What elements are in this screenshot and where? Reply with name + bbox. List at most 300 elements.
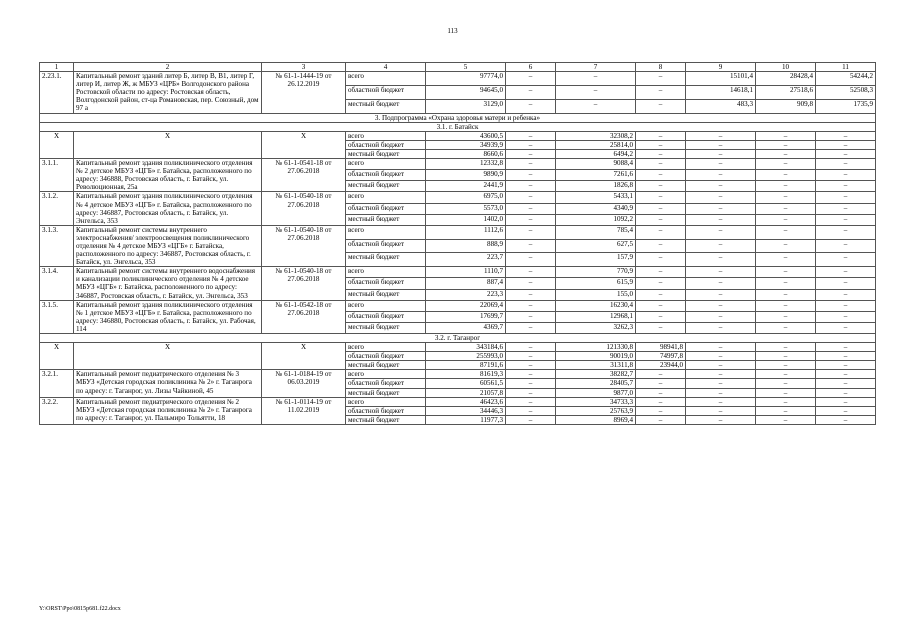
budget-source-label: областной бюджет [346,239,426,253]
budget-source-label: местный бюджет [346,214,426,225]
amount-cell: – [506,311,556,322]
amount-cell: 98941,8 [636,343,686,352]
item-number: 3.1.1. [40,159,74,192]
amount-cell: – [756,415,816,424]
amount-cell: – [636,415,686,424]
amount-cell: 12968,1 [556,311,636,322]
amount-cell: 1092,2 [556,214,636,225]
amount-cell: – [636,72,686,86]
budget-source-label: областной бюджет [346,311,426,322]
amount-cell: – [756,267,816,278]
section-row [40,122,876,131]
budget-source-label: всего [346,225,426,239]
section-title: 3.1. г. Батайск [40,122,876,131]
amount-cell: – [756,149,816,158]
budget-source-label: всего [346,131,426,140]
amount-cell: – [756,300,816,311]
amount-cell: 34446,3 [426,406,506,415]
amount-cell: – [636,253,686,267]
amount-cell: – [636,170,686,181]
amount-cell: – [636,311,686,322]
amount-cell: 16230,4 [556,300,636,311]
amount-cell: 27518,6 [756,85,816,99]
amount-cell: – [686,140,756,149]
item-number: 3.2.2. [40,397,74,424]
amount-cell: 343184,6 [426,343,506,352]
amount-cell: – [686,311,756,322]
amount-cell: – [506,149,556,158]
item-document: № 61-1-0542-18 от 27.06.2018 [262,300,346,333]
amount-cell: 255993,0 [426,352,506,361]
amount-cell: 21057,8 [426,388,506,397]
amount-cell: – [686,397,756,406]
amount-cell: – [816,149,876,158]
item-row [40,225,876,239]
amount-cell: – [686,388,756,397]
amount-cell: – [686,352,756,361]
amount-cell: 1112,6 [426,225,506,239]
section-title: 3.2. г. Таганрог [40,334,876,343]
amount-cell: – [636,397,686,406]
item-number: 3.1.3. [40,225,74,266]
amount-cell: – [816,192,876,203]
amount-cell: – [816,140,876,149]
amount-cell: – [686,361,756,370]
amount-cell: – [756,159,816,170]
amount-cell: – [506,72,556,86]
amount-cell: – [506,289,556,300]
file-path-footer: Y:\ORST\Ppo\0815p681.f22.docx [39,606,121,612]
header-row [40,63,876,72]
amount-cell: – [686,239,756,253]
amount-cell: – [506,99,556,113]
budget-source-label: областной бюджет [346,379,426,388]
item-document: № 61-1-0541-18 от 27.06.2018 [262,159,346,192]
amount-cell: – [636,214,686,225]
amount-cell: – [506,415,556,424]
amount-cell: 6975,0 [426,192,506,203]
amount-cell: – [816,379,876,388]
amount-cell: – [506,203,556,214]
item-name: Капитальный ремонт здания поликлинического отделения № 2 детское МБУЗ «ЦГБ» г. Батайска, расположенного по адресу: 346888, Ростовская область, г. Батайск, ул. Революционная, 25а [74,159,262,192]
item-number: 3.1.5. [40,300,74,333]
amount-cell: 4369,7 [426,322,506,333]
amount-cell: 23944,0 [636,361,686,370]
amount-cell: – [686,253,756,267]
amount-cell: – [506,170,556,181]
amount-cell: – [506,140,556,149]
amount-cell: – [506,131,556,140]
budget-source-label: местный бюджет [346,99,426,113]
amount-cell: – [686,406,756,415]
amount-cell: 11977,3 [426,415,506,424]
amount-cell: 74997,8 [636,352,686,361]
amount-cell: – [636,149,686,158]
amount-cell: 627,5 [556,239,636,253]
section-row [40,113,876,122]
column-number-cell: 2 [74,63,262,72]
amount-cell: 22069,4 [426,300,506,311]
amount-cell: – [686,379,756,388]
amount-cell: – [506,225,556,239]
amount-cell: 223,3 [426,289,506,300]
budget-source-label: местный бюджет [346,322,426,333]
column-number-cell: 4 [346,63,426,72]
amount-cell: 1402,0 [426,214,506,225]
column-number-cell: 3 [262,63,346,72]
amount-cell: – [816,406,876,415]
section-title: 3. Подпрограмма «Охрана здоровья матери и ребенка» [40,113,876,122]
amount-cell: – [506,379,556,388]
amount-cell: – [756,370,816,379]
amount-cell: – [506,159,556,170]
amount-cell: – [686,149,756,158]
amount-cell: – [636,85,686,99]
amount-cell: – [816,181,876,192]
amount-cell: – [686,225,756,239]
total-marker-cell: Х [40,343,74,370]
amount-cell: – [506,181,556,192]
amount-cell: 483,3 [686,99,756,113]
page-number: 113 [447,27,458,35]
amount-cell: – [636,379,686,388]
budget-source-label: всего [346,370,426,379]
item-row [40,159,876,170]
amount-cell: 6494,2 [556,149,636,158]
amount-cell: 888,9 [426,239,506,253]
column-number-cell: 11 [816,63,876,72]
amount-cell: – [816,267,876,278]
amount-cell: – [556,72,636,86]
amount-cell: 1826,8 [556,181,636,192]
amount-cell: – [756,322,816,333]
column-number-cell: 5 [426,63,506,72]
amount-cell: 25814,0 [556,140,636,149]
amount-cell: – [816,239,876,253]
amount-cell: – [816,289,876,300]
amount-cell: – [636,370,686,379]
amount-cell: 12332,8 [426,159,506,170]
budget-source-label: местный бюджет [346,253,426,267]
item-document: № 61-1-1444-19 от 26.12.2019 [262,72,346,113]
item-name: Капитальный ремонт системы внутреннего электроснабжения/ электроосвещения поликлинического отделения № 4 детское МБУЗ «ЦГБ» г. Батайска, расположенного по адресу: 346887, Ростовская область, г. Батайск, ул. Энгельса, 353 [74,225,262,266]
amount-cell: – [636,192,686,203]
amount-cell: – [686,214,756,225]
amount-cell: 32308,2 [556,131,636,140]
amount-cell: – [506,397,556,406]
item-document: № 61-1-0540-18 от 27.06.2018 [262,192,346,225]
item-row [40,397,876,406]
amount-cell: – [636,267,686,278]
item-name: Капитальный ремонт здания поликлинического отделения № 1 детское МБУЗ «ЦГБ» г. Батайска, расположенного по адресу: 346880, Ростовская область, г. Батайск, ул. Рабочая, 114 [74,300,262,333]
amount-cell: 28428,4 [756,72,816,86]
amount-cell: – [816,300,876,311]
amount-cell: – [816,214,876,225]
budget-source-label: областной бюджет [346,203,426,214]
amount-cell: – [636,300,686,311]
amount-cell: – [756,311,816,322]
item-number: 3.1.4. [40,267,74,300]
amount-cell: 34939,9 [426,140,506,149]
amount-cell: – [756,352,816,361]
amount-cell: – [686,300,756,311]
amount-cell: – [816,278,876,289]
budget-source-label: местный бюджет [346,289,426,300]
amount-cell: – [506,267,556,278]
amount-cell: – [756,289,816,300]
budget-source-label: всего [346,397,426,406]
amount-cell: – [756,388,816,397]
amount-cell: 155,0 [556,289,636,300]
amount-cell: 60561,5 [426,379,506,388]
amount-cell: – [816,131,876,140]
amount-cell: – [686,192,756,203]
amount-cell: 9088,4 [556,159,636,170]
amount-cell: – [506,352,556,361]
item-number: 3.1.2. [40,192,74,225]
amount-cell: 94645,0 [426,85,506,99]
amount-cell: – [506,239,556,253]
column-number-cell: 8 [636,63,686,72]
amount-cell: 770,9 [556,267,636,278]
amount-cell: – [636,278,686,289]
amount-cell: – [756,140,816,149]
budget-source-label: местный бюджет [346,149,426,158]
total-marker-cell: Х [262,343,346,370]
amount-cell: 4340,9 [556,203,636,214]
amount-cell: – [756,361,816,370]
amount-cell: – [756,192,816,203]
amount-cell: – [506,406,556,415]
budget-source-label: всего [346,159,426,170]
amount-cell: – [506,361,556,370]
budget-source-label: местный бюджет [346,388,426,397]
item-document: № 61-1-0114-19 от 11.02.2019 [262,397,346,424]
amount-cell: 52508,3 [816,85,876,99]
total-row [40,343,876,352]
amount-cell: 1735,9 [816,99,876,113]
amount-cell: – [636,225,686,239]
amount-cell: – [636,388,686,397]
budget-source-label: всего [346,300,426,311]
amount-cell: 43600,5 [426,131,506,140]
amount-cell: – [756,181,816,192]
amount-cell: 81619,3 [426,370,506,379]
amount-cell: – [756,131,816,140]
amount-cell: – [686,131,756,140]
amount-cell: – [636,239,686,253]
amount-cell: – [816,253,876,267]
item-number: 2.23.1. [40,72,74,113]
amount-cell: – [816,170,876,181]
item-row [40,300,876,311]
amount-cell: 28405,7 [556,379,636,388]
column-number-cell: 7 [556,63,636,72]
amount-cell: – [506,300,556,311]
amount-cell: – [636,322,686,333]
amount-cell: – [686,415,756,424]
column-number-cell: 9 [686,63,756,72]
amount-cell: 785,4 [556,225,636,239]
item-row [40,192,876,203]
amount-cell: 34733,3 [556,397,636,406]
amount-cell: – [686,170,756,181]
amount-cell: – [686,289,756,300]
amount-cell: – [816,159,876,170]
amount-cell: – [686,322,756,333]
amount-cell: – [636,99,686,113]
amount-cell: – [816,388,876,397]
amount-cell: 8660,6 [426,149,506,158]
amount-cell: – [686,159,756,170]
amount-cell: – [816,343,876,352]
amount-cell: – [756,397,816,406]
total-row [40,131,876,140]
amount-cell: – [636,406,686,415]
amount-cell: – [686,203,756,214]
amount-cell: 223,7 [426,253,506,267]
amount-cell: – [686,267,756,278]
amount-cell: 25763,9 [556,406,636,415]
amount-cell: 9877,0 [556,388,636,397]
amount-cell: – [686,278,756,289]
amount-cell: – [756,225,816,239]
amount-cell: – [556,85,636,99]
item-name: Капитальный ремонт зданий литер Б, литер В, В1, литер Г, литер И, литер Ж, ж МБУЗ «ЦРБ» Волгодонского района Ростовской области по адресу: Ростовская область, Волгодонской район, ст-ца Романовская, пер. Союзный, дом 97 а [74,72,262,113]
amount-cell: 5433,1 [556,192,636,203]
amount-cell: – [636,140,686,149]
total-marker-cell: Х [74,343,262,370]
budget-source-label: областной бюджет [346,85,426,99]
amount-cell: – [636,131,686,140]
amount-cell: – [506,278,556,289]
amount-cell: – [756,343,816,352]
amount-cell: – [506,214,556,225]
column-number-cell: 1 [40,63,74,72]
amount-cell: – [816,311,876,322]
amount-cell: – [816,397,876,406]
amount-cell: – [506,370,556,379]
amount-cell: – [636,203,686,214]
amount-cell: – [506,192,556,203]
amount-cell: – [636,289,686,300]
item-name: Капитальный ремонт системы внутреннего водоснабжения и канализации поликлинического отделения № 4 детское МБУЗ «ЦГБ» г. Батайска, расположенного по адресу: 346887, Ростовская область, г. Батайск, ул. Энгельса, 353 [74,267,262,300]
item-row [40,267,876,278]
total-marker-cell: Х [262,131,346,158]
amount-cell: 909,8 [756,99,816,113]
amount-cell: 615,9 [556,278,636,289]
item-row [40,370,876,379]
amount-cell: – [506,253,556,267]
budget-source-label: всего [346,192,426,203]
total-marker-cell: Х [74,131,262,158]
item-row [40,72,876,86]
amount-cell: – [556,99,636,113]
budget-source-label: областной бюджет [346,352,426,361]
amount-cell: – [636,159,686,170]
amount-cell: 38282,7 [556,370,636,379]
budget-source-label: областной бюджет [346,140,426,149]
amount-cell: – [756,214,816,225]
total-marker-cell: Х [40,131,74,158]
amount-cell: 15101,4 [686,72,756,86]
amount-cell: – [756,239,816,253]
budget-source-label: всего [346,267,426,278]
amount-cell: 7261,6 [556,170,636,181]
amount-cell: 17699,7 [426,311,506,322]
amount-cell: – [506,322,556,333]
amount-cell: – [756,170,816,181]
item-name: Капитальный ремонт здания поликлинического отделения № 4 детское МБУЗ «ЦГБ» г. Батайска, расположенного по адресу: 346887, Ростовская область, г. Батайск, ул. Энгельса, 353 [74,192,262,225]
item-document: № 61-1-0540-18 от 27.06.2018 [262,225,346,266]
column-number-cell: 6 [506,63,556,72]
amount-cell: 2441,9 [426,181,506,192]
amount-cell: – [506,85,556,99]
amount-cell: – [816,370,876,379]
amount-cell: 121330,8 [556,343,636,352]
amount-cell: – [756,253,816,267]
amount-cell: 54244,2 [816,72,876,86]
amount-cell: – [816,361,876,370]
budget-source-label: всего [346,343,426,352]
amount-cell: 97774,0 [426,72,506,86]
amount-cell: – [756,379,816,388]
amount-cell: – [816,352,876,361]
amount-cell: 8969,4 [556,415,636,424]
budget-source-label: местный бюджет [346,361,426,370]
amount-cell: 87191,6 [426,361,506,370]
item-name: Капитальный ремонт педиатрического отделения № 3 МБУЗ «Детская городская поликлиника № 2» г. Таганрога по адресу: г. Таганрог, ул. Лизы Чайкиной, 45 [74,370,262,397]
amount-cell: 46423,6 [426,397,506,406]
amount-cell: – [756,406,816,415]
amount-cell: 31311,8 [556,361,636,370]
budget-source-label: областной бюджет [346,278,426,289]
budget-source-label: местный бюджет [346,415,426,424]
amount-cell: – [686,343,756,352]
amount-cell: 9890,9 [426,170,506,181]
amount-cell: – [506,343,556,352]
amount-cell: – [816,225,876,239]
item-document: № 61-1-0540-18 от 27.06.2018 [262,267,346,300]
amount-cell: 157,9 [556,253,636,267]
amount-cell: 3262,3 [556,322,636,333]
item-name: Капитальный ремонт педиатрического отделения № 2 МБУЗ «Детская городская поликлиника № 2» г. Таганрога по адресу: г. Таганрог, ул. Пальмиро Тольятти, 18 [74,397,262,424]
section-row [40,334,876,343]
amount-cell: 1110,7 [426,267,506,278]
amount-cell: – [686,181,756,192]
program-table [39,62,876,425]
budget-source-label: областной бюджет [346,170,426,181]
amount-cell: – [686,370,756,379]
amount-cell: – [636,181,686,192]
amount-cell: – [816,415,876,424]
amount-cell: 5573,0 [426,203,506,214]
amount-cell: – [816,203,876,214]
amount-cell: – [756,278,816,289]
amount-cell: – [506,388,556,397]
amount-cell: 14618,1 [686,85,756,99]
budget-source-label: всего [346,72,426,86]
amount-cell: 90019,0 [556,352,636,361]
amount-cell: 3129,0 [426,99,506,113]
amount-cell: 887,4 [426,278,506,289]
amount-cell: – [756,203,816,214]
item-document: № 61-1-0184-19 от 06.03.2019 [262,370,346,397]
item-number: 3.2.1. [40,370,74,397]
budget-source-label: областной бюджет [346,406,426,415]
column-number-cell: 10 [756,63,816,72]
amount-cell: – [816,322,876,333]
